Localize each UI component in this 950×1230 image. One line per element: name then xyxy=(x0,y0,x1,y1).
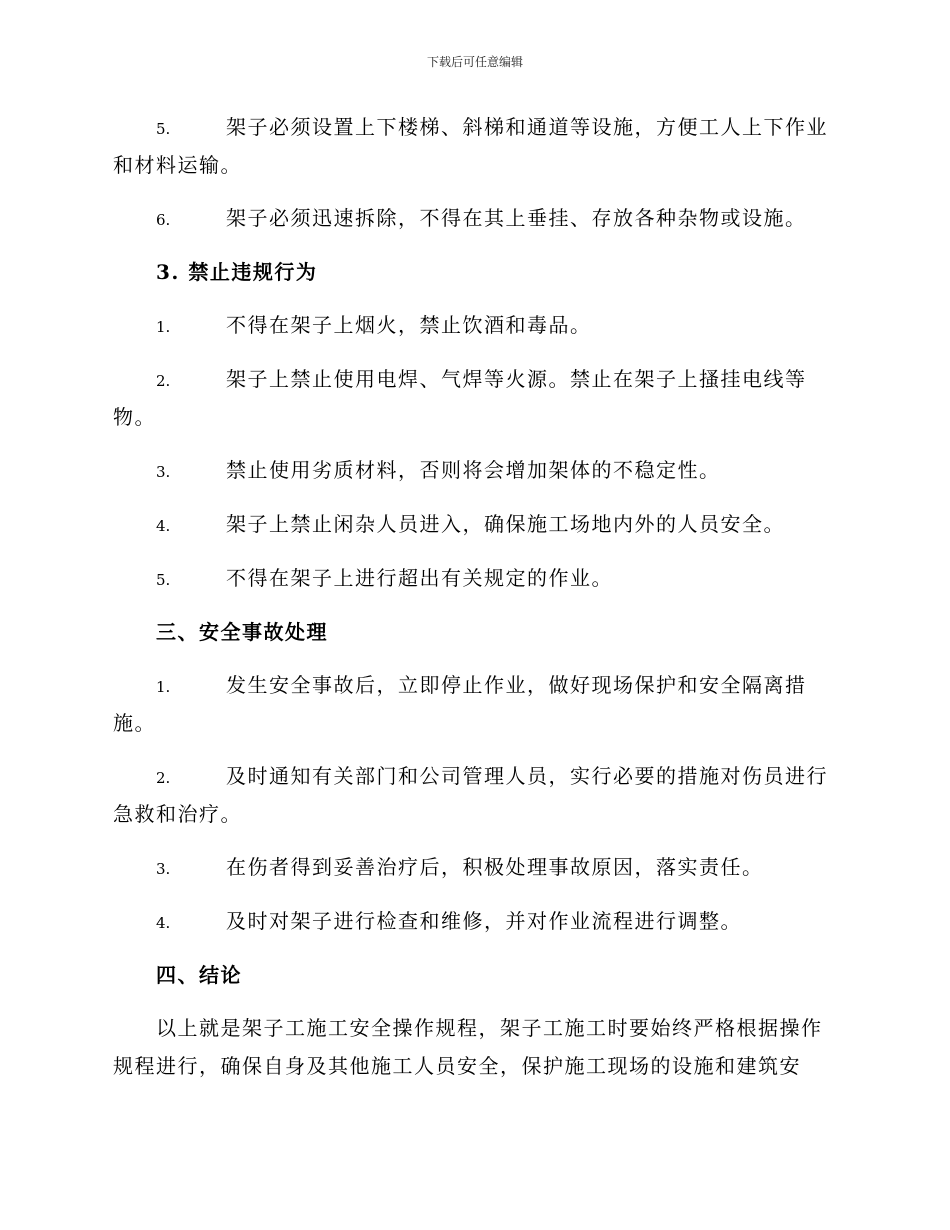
item-text: 及时通知有关部门和公司管理人员，实行必要的措施对伤员进行 xyxy=(226,764,828,788)
item-text: 发生安全事故后，立即停止作业，做好现场保护和安全隔离措 xyxy=(226,673,807,697)
list-item xyxy=(0,203,950,233)
section-heading-text: 三、安全事故处理 xyxy=(156,620,328,644)
section-heading xyxy=(0,617,950,647)
item-number: 6. xyxy=(156,211,171,229)
item-text-continued: 和材料运输。 xyxy=(113,153,242,177)
list-item xyxy=(0,906,950,936)
list-item-continuation xyxy=(0,150,950,180)
list-item xyxy=(0,852,950,882)
section-heading xyxy=(0,257,950,287)
item-text-continued: 施。 xyxy=(113,711,156,735)
page-header: 下载后可任意编辑 xyxy=(426,55,523,69)
list-item xyxy=(0,455,950,485)
list-item xyxy=(0,364,950,394)
item-number: 5. xyxy=(156,571,171,589)
list-item-continuation xyxy=(0,402,950,432)
item-text: 不得在架子上烟火，禁止饮酒和毒品。 xyxy=(226,313,592,337)
item-text: 架子上禁止闲杂人员进入，确保施工场地内外的人员安全。 xyxy=(226,512,785,536)
section-heading-text: 四、结论 xyxy=(156,963,242,987)
list-item-continuation xyxy=(0,799,950,829)
list-item xyxy=(0,509,950,539)
item-number: 2. xyxy=(156,769,171,787)
item-number: 5. xyxy=(156,120,171,138)
list-item xyxy=(0,563,950,593)
item-text: 及时对架子进行检查和维修，并对作业流程进行调整。 xyxy=(226,909,742,933)
list-item-continuation xyxy=(0,708,950,738)
section-heading xyxy=(0,960,950,990)
list-item xyxy=(0,670,950,700)
item-text: 在伤者得到妥善治疗后，积极处理事故原因，落实责任。 xyxy=(226,855,764,879)
item-text: 架子上禁止使用电焊、气焊等火源。禁止在架子上搔挂电线等 xyxy=(226,367,807,391)
section-heading-text: 3. 禁止违规行为 xyxy=(156,260,318,284)
list-item xyxy=(0,112,950,142)
item-number: 1. xyxy=(156,678,171,696)
item-number: 1. xyxy=(156,318,171,336)
paragraph-continuation xyxy=(0,1051,950,1081)
list-item xyxy=(0,310,950,340)
item-text: 架子必须迅速拆除，不得在其上垂挂、存放各种杂物或设施。 xyxy=(226,206,807,230)
item-text-continued: 急救和治疗。 xyxy=(113,802,242,826)
list-item xyxy=(0,761,950,791)
item-text: 不得在架子上进行超出有关规定的作业。 xyxy=(226,566,613,590)
item-number: 2. xyxy=(156,372,171,390)
item-text: 架子必须设置上下楼梯、斜梯和通道等设施，方便工人上下作业 xyxy=(226,115,828,139)
item-number: 4. xyxy=(156,517,171,535)
item-number: 4. xyxy=(156,914,171,932)
paragraph-text: 以上就是架子工施工安全操作规程，架子工施工时要始终严格根据操作 xyxy=(156,1016,823,1040)
item-number: 3. xyxy=(156,463,171,481)
item-text: 禁止使用劣质材料，否则将会增加架体的不稳定性。 xyxy=(226,458,721,482)
item-text-continued: 物。 xyxy=(113,405,156,429)
paragraph xyxy=(0,1013,950,1043)
paragraph-text-continued: 规程进行，确保自身及其他施工人员安全，保护施工现场的设施和建筑安 xyxy=(113,1054,801,1078)
item-number: 3. xyxy=(156,860,171,878)
